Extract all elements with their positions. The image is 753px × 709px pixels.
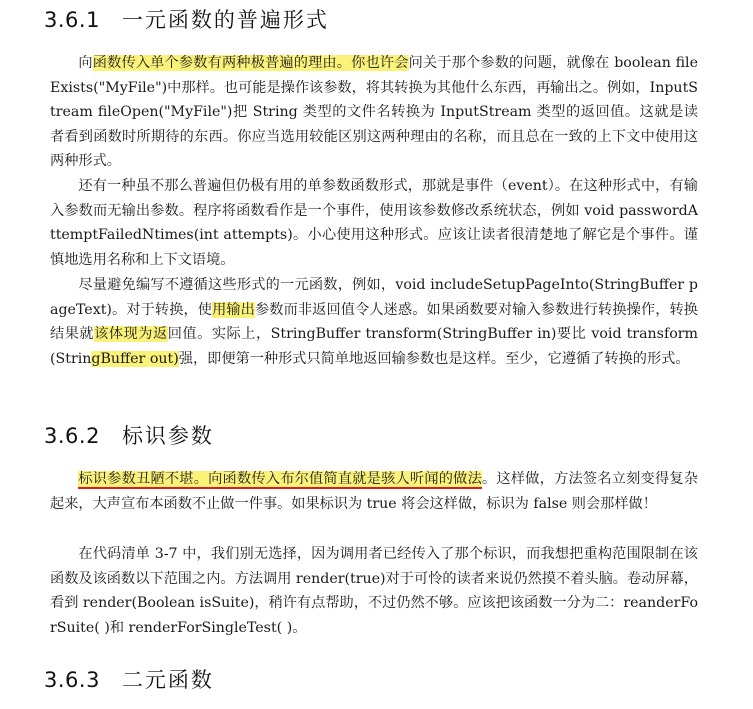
paragraph-text: 强，即便第一种形式只简单地返回输参数也是这样。至少，它遵循了转换的形式。 [178, 350, 690, 367]
highlighted-text: 函数传入单个参数有两种极普遍的理由。你也许会 [92, 55, 409, 71]
paragraph-text: 参数而非返回值令人迷惑。如果函数要对输入参数进行转换操作，转换结果就 [50, 301, 698, 343]
section-number: 3.6.1 [44, 8, 100, 32]
paragraph-text: 问关于那个参数的问题，就像在 boolean fileExists("MyFile")中那样。也可能是操作该参数，将其转换为其他什么东西，再输出之。例如，InputStream fileOpen("MyFile")把 String 类型的文件名转换为 InputStream 类型的返回值。这就是读者看到函数时所期待的东西。你应当选用较能区别这两种理由的名称，而且总在一致的上下文中使用这两种形式。 [50, 55, 698, 170]
paragraph-text: 向 [78, 55, 93, 71]
paragraph-text: 还有一种虽不那么普遍但仍极有用的单参数函数形式，那就是事件（event）。在这种形式中，有输入参数而无输出参数。程序将函数看作是一个事件，使用该参数修改系统状态，例如 void passwordAttemptFailedNtimes(int attempts)。小心使用这种形式。应该让读者很清楚地了解它是个事件。谨慎地选用名称和上下文语境。 [50, 178, 698, 268]
paragraph-event-form [50, 174, 698, 272]
section-number: 3.6.2 [44, 424, 100, 448]
paragraph-code-listing [50, 542, 698, 640]
paragraph-avoid-forms [50, 273, 698, 371]
section-heading-3-6-3 [44, 664, 214, 694]
paragraph-text: 尽量避免编写不遵循这些形式的一元函数，例如，void includeSetupPageInto(StringBuffer pageText)。对于转换，使 [50, 277, 698, 318]
paragraph-monadic-forms [50, 51, 698, 174]
highlighted-text: 用输出 [212, 301, 255, 318]
highlighted-text: gBuffer out) [91, 350, 179, 367]
section-title: 二元函数 [121, 668, 214, 692]
section-title: 一元函数的普遍形式 [121, 8, 329, 32]
section-title: 标识参数 [121, 424, 214, 448]
section-number: 3.6.3 [44, 668, 100, 692]
highlighted-text: 该体现为返 [94, 326, 168, 343]
paragraph-text: 在代码清单 3-7 中，我们别无选择，因为调用者已经传入了那个标识，而我想把重构范围限制在该函数及该函数以下范围之内。方法调用 render(true)对于可怜的读者来说仍然摸不着头脑。卷动屏幕，看到 render(Boolean isSuite)，稍许有点帮助，不过仍然不够。应该把该函数一分为二：reanderForSuite( )和 renderForSingleTest( )。 [50, 546, 698, 636]
paragraph-text: 回值。实际上，StringBuffer transform(StringBuffer in)要比 void transform(Strin [50, 326, 698, 367]
highlighted-underlined-text: 标识参数丑陋不堪。向函数传入布尔值简直就是骇人听闻的做法 [78, 471, 482, 487]
paragraph-text: 。这样做，方法签名立刻变得复杂起来，大声宣布本函数不止做一件事。如果标识为 true 将会这样做，标识为 false 则会那样做！ [50, 471, 698, 512]
section-heading-3-6-1 [44, 4, 329, 34]
paragraph-flag-arguments [50, 467, 698, 516]
section-heading-3-6-2 [44, 420, 214, 450]
